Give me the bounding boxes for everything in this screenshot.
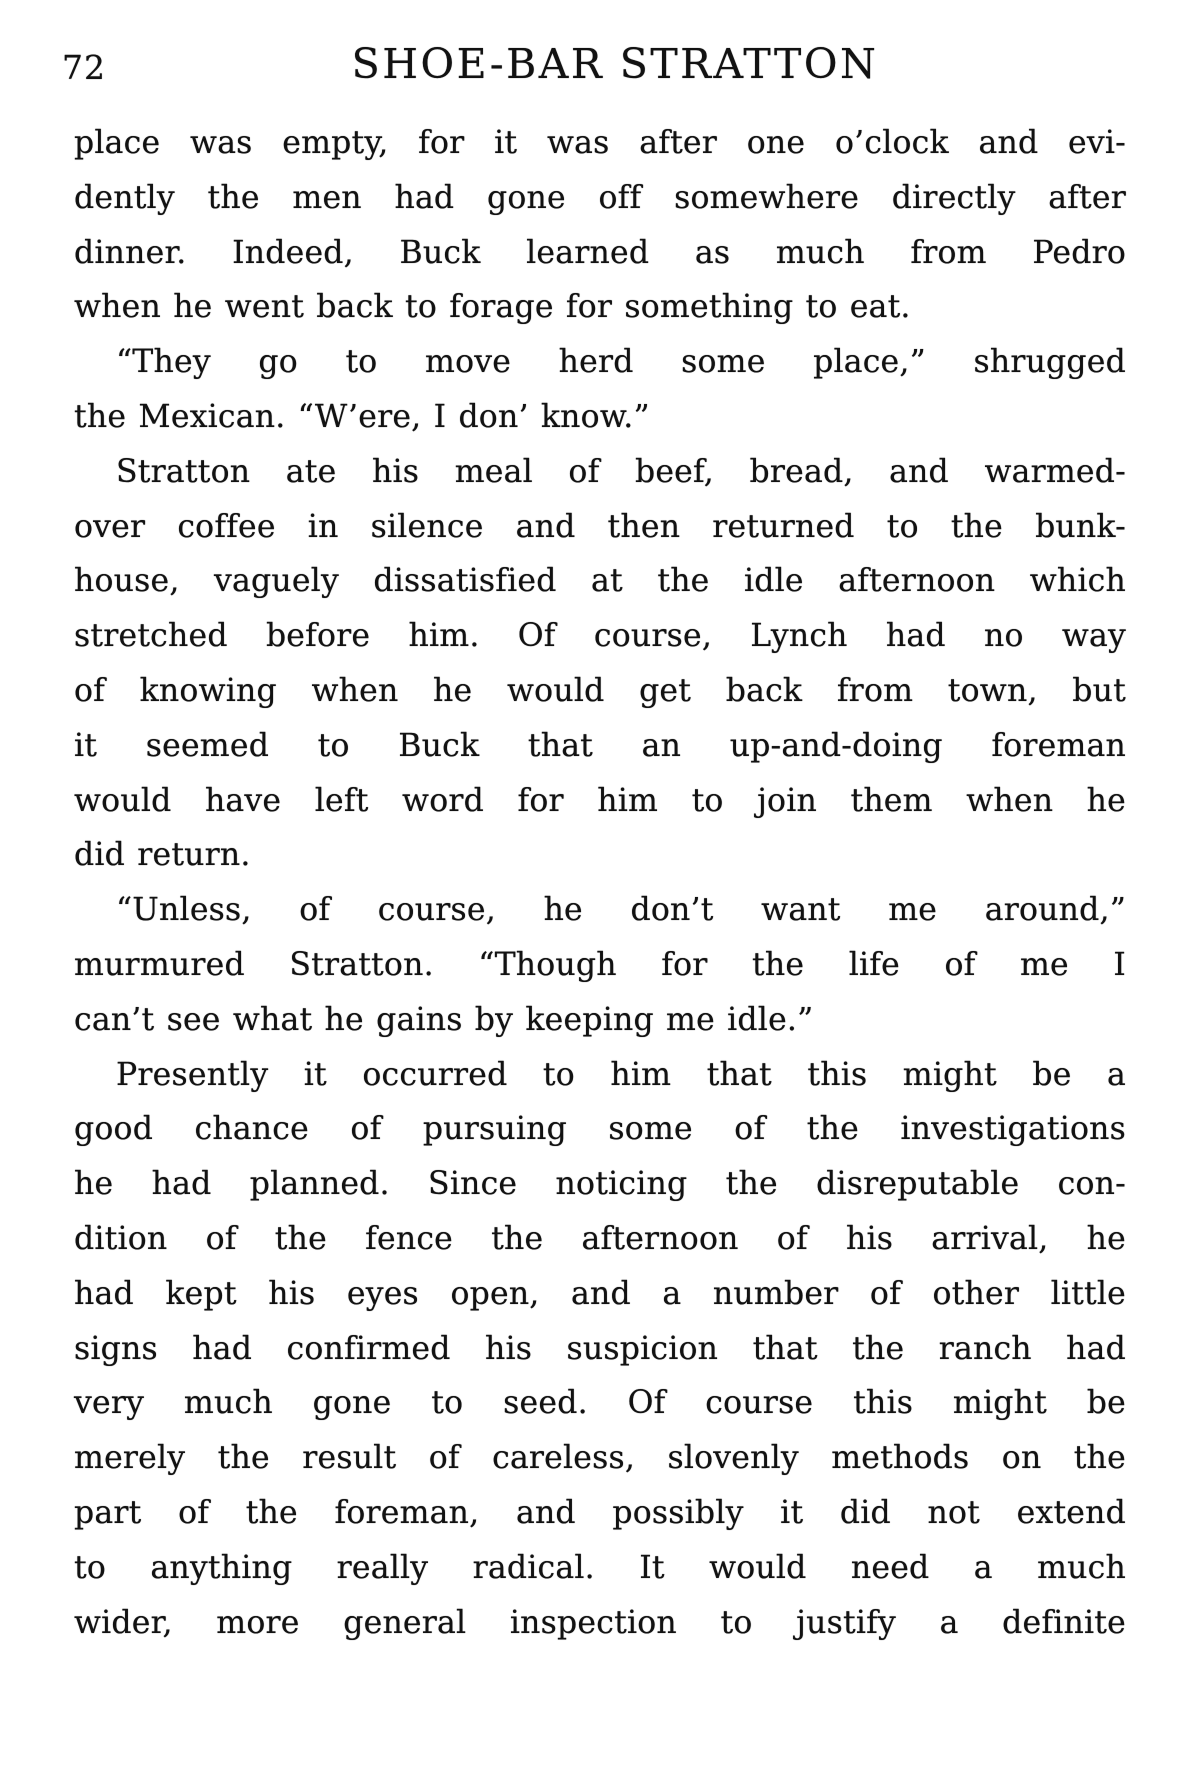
- paragraph: [74, 1048, 1126, 1651]
- text-line: Presently it occurred to him that this might be a: [116, 1056, 1126, 1093]
- text-line: very much gone to seed. Of course this might be: [74, 1385, 1126, 1422]
- text-line: can’t see what he gains by keeping me idle.”: [74, 1001, 814, 1038]
- text-line: to anything really radical. It would need a much: [74, 1549, 1126, 1586]
- text-line: he had planned. Since noticing the disreputable con-: [74, 1166, 1126, 1203]
- text-line: place was empty, for it was after one o’clock and evi-: [74, 125, 1126, 161]
- text-line: the Mexican. “W’ere, I don’ know.”: [74, 398, 650, 435]
- text-line: would have left word for him to join them when he: [74, 782, 1126, 819]
- text-line: merely the result of careless, slovenly methods on the: [74, 1440, 1126, 1477]
- text-line: had kept his eyes open, and a number of other little: [74, 1275, 1126, 1312]
- text-line: house, vaguely dissatisfied at the idle afternoon which: [74, 563, 1126, 600]
- text-line: dition of the fence the afternoon of his arrival, he: [74, 1220, 1126, 1257]
- text-line: of knowing when he would get back from town, but: [74, 672, 1126, 709]
- text-line: “Unless, of course, he don’t want me around,”: [116, 892, 1126, 929]
- page-number: 72: [62, 48, 106, 87]
- text-line: Stratton ate his meal of beef, bread, and warmed-: [116, 453, 1126, 490]
- text-line: over coffee in silence and then returned to the bunk-: [74, 508, 1126, 545]
- paragraph: [74, 883, 1126, 1047]
- text-line: signs had confirmed his suspicion that the ranch had: [74, 1330, 1126, 1367]
- text-line: good chance of pursuing some of the investigations: [74, 1111, 1126, 1148]
- paragraph: [74, 445, 1126, 883]
- running-header: [62, 40, 1126, 92]
- text-line: stretched before him. Of course, Lynch had no way: [74, 618, 1126, 655]
- text-line: wider, more general inspection to justify a definite: [74, 1604, 1126, 1641]
- paragraph: [74, 335, 1126, 445]
- text-line: “They go to move herd some place,” shrugged: [116, 344, 1126, 381]
- text-line: it seemed to Buck that an up-and-doing foreman: [74, 727, 1126, 764]
- body-text: [74, 116, 1126, 1650]
- page-title: SHOE-BAR STRATTON: [351, 40, 879, 88]
- text-line: murmured Stratton. “Though for the life of me I: [74, 946, 1126, 983]
- text-line: did return.: [74, 837, 251, 874]
- text-line: part of the foreman, and possibly it did not extend: [74, 1494, 1126, 1531]
- text-line: dently the men had gone off somewhere directly after: [74, 179, 1126, 216]
- text-line: when he went back to forage for something to eat.: [74, 289, 911, 326]
- text-line: dinner. Indeed, Buck learned as much from Pedro: [74, 234, 1126, 271]
- paragraph: [74, 116, 1126, 335]
